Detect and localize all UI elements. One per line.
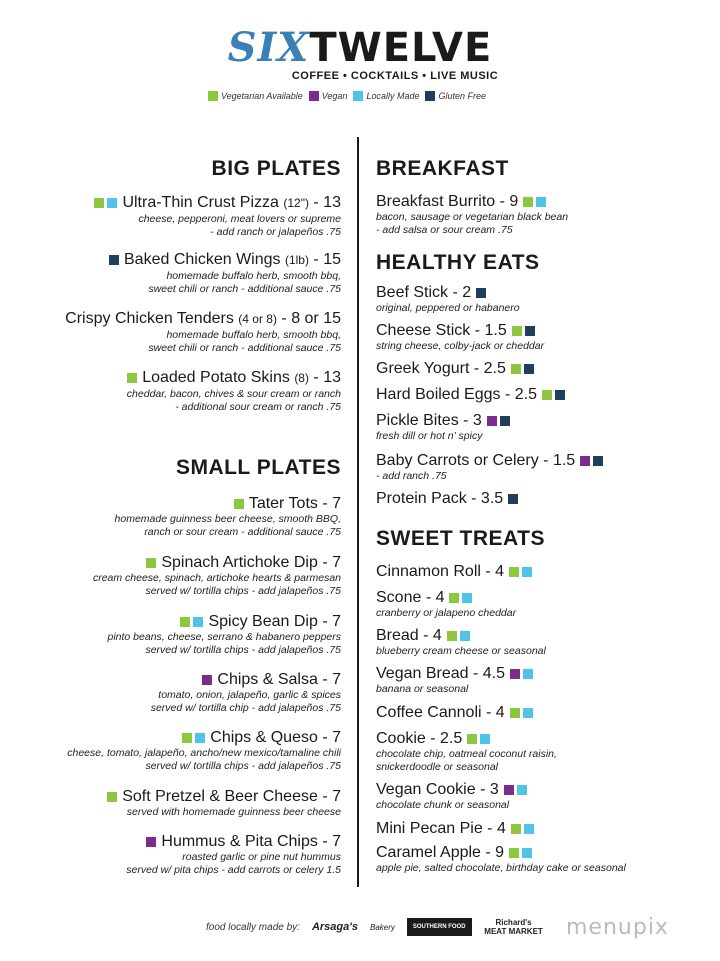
menu-item: Bread - 4 blueberry cream cheese or seasonal: [376, 627, 546, 657]
menu-item: Protein Pack - 3.5: [376, 489, 716, 508]
menu-item: Caramel Apple - 9 apple pie, salted chocolate, birthday cake or seasonal: [376, 844, 626, 874]
locally-made-square-icon: [193, 617, 203, 627]
footer-label: food locally made by:: [206, 921, 300, 933]
arsagas-logo: Arsaga's: [311, 921, 358, 933]
gluten-free-square-icon: [508, 494, 518, 504]
vegan-square-icon: [504, 785, 514, 795]
vegan-square-icon: [510, 669, 520, 679]
menu-item: Ultra-Thin Crust Pizza (12") - 13 cheese, pepperoni, meat lovers or supreme - add ranch or jalapeños .75: [0, 193, 341, 238]
vegan-square-icon: [580, 456, 590, 466]
menu-item: Baked Chicken Wings (1lb) - 15 homemade buffalo herb, smooth bbq, sweet chili or ranch - additional sauce .75: [0, 250, 341, 295]
menu-item: Cinnamon Roll - 4: [376, 562, 716, 581]
locally-made-square-icon: [522, 848, 532, 858]
vegetarian-square-icon: [542, 390, 552, 400]
vegetarian-square-icon: [509, 567, 519, 577]
locally-made-square-icon: [462, 593, 472, 603]
menu-item: Spicy Bean Dip - 7 pinto beans, cheese, serrano & habanero peppers served w/ tortilla chips - add jalapeños .75: [107, 613, 341, 656]
big-plates-title: BIG PLATES: [211, 157, 341, 180]
menu-item: Breakfast Burrito - 9 bacon, sausage or vegetarian black bean - add salsa or sour cream .75: [376, 193, 569, 236]
vegetarian-square-icon: [234, 499, 244, 509]
locally-made-square-icon: [460, 631, 470, 641]
locally-made-square-icon: [353, 91, 363, 101]
menu-item: Vegan Bread - 4.5 banana or seasonal: [376, 664, 716, 696]
locally-made-square-icon: [523, 708, 533, 718]
menu-item: Pickle Bites - 3 fresh dill or hot n' spicy: [376, 411, 716, 443]
menu-item: Scone - 4 cranberry or jalapeno cheddar: [376, 589, 517, 619]
menu-item: Cookie - 2.5 chocolate chip, oatmeal coconut raisin, snickerdoodle or seasonal: [376, 730, 557, 773]
gluten-free-square-icon: [109, 255, 119, 265]
menu-item: Hummus & Pita Chips - 7 roasted garlic or pine nut hummus served w/ pita chips - add carrots or celery 1.5: [126, 833, 341, 876]
healthy-eats-title: HEALTHY EATS: [376, 251, 540, 274]
gluten-free-square-icon: [593, 456, 603, 466]
footer: [206, 918, 544, 936]
locally-made-square-icon: [480, 734, 490, 744]
locally-made-square-icon: [524, 824, 534, 834]
legend: [208, 91, 486, 101]
vegetarian-square-icon: [127, 373, 137, 383]
gluten-free-square-icon: [500, 416, 510, 426]
legend-gluten-free: Gluten Free: [425, 91, 486, 101]
locally-made-square-icon: [195, 733, 205, 743]
small-plates-title: SMALL PLATES: [175, 456, 341, 479]
menu-item: Chips & Queso - 7 cheese, tomato, jalapeño, ancho/new mexico/tamaline chili served w/ tortilla chips - add jalapeños .75: [67, 729, 341, 772]
logo: [0, 24, 720, 82]
vegan-square-icon: [202, 675, 212, 685]
menupix-watermark: menupix: [566, 915, 669, 940]
vegan-square-icon: [146, 837, 156, 847]
menu-item: Chips & Salsa - 7 tomato, onion, jalapeño, garlic & spices served w/ tortilla chip - add jalapeños .75: [150, 671, 341, 714]
menu-item: Baby Carrots or Celery - 1.5 - add ranch .75: [376, 451, 716, 483]
legend-vegetarian: Vegetarian Available: [208, 91, 303, 101]
vegetarian-square-icon: [467, 734, 477, 744]
vegetarian-square-icon: [511, 364, 521, 374]
richards-meat-market-logo: Richard's MEAT MARKET: [484, 918, 543, 936]
vegetarian-square-icon: [182, 733, 192, 743]
vegetarian-square-icon: [509, 848, 519, 858]
legend-locally-made: Locally Made: [353, 91, 419, 101]
gluten-free-square-icon: [425, 91, 435, 101]
bakery-logo: Bakery: [369, 922, 395, 932]
vegetarian-square-icon: [94, 198, 104, 208]
gluten-free-square-icon: [555, 390, 565, 400]
menu-item: Hard Boiled Eggs - 2.5: [376, 385, 716, 404]
vegetarian-square-icon: [449, 593, 459, 603]
vegetarian-square-icon: [447, 631, 457, 641]
menu-item: Cheese Stick - 1.5 string cheese, colby-jack or cheddar: [376, 322, 545, 352]
vegetarian-square-icon: [511, 824, 521, 834]
southern-food-logo: SOUTHERN FOOD: [407, 918, 472, 936]
menu-item: Mini Pecan Pie - 4: [376, 819, 716, 838]
gluten-free-square-icon: [524, 364, 534, 374]
vegan-square-icon: [487, 416, 497, 426]
logo-wordmark: [0, 24, 720, 71]
menu-item: Vegan Cookie - 3 chocolate chunk or seasonal: [376, 780, 716, 812]
column-divider: [357, 137, 359, 887]
logo-twelve: TWELVE: [309, 25, 493, 71]
menu-item: Beef Stick - 2 original, peppered or habanero: [376, 284, 520, 314]
vegetarian-square-icon: [146, 558, 156, 568]
vegetarian-square-icon: [107, 792, 117, 802]
vegetarian-square-icon: [180, 617, 190, 627]
gluten-free-square-icon: [476, 288, 486, 298]
logo-six: SIX: [227, 24, 310, 71]
vegetarian-square-icon: [510, 708, 520, 718]
sweet-treats-title: SWEET TREATS: [376, 527, 545, 550]
menu-item: Loaded Potato Skins (8) - 13 cheddar, bacon, chives & sour cream or ranch - additional sour cream or ranch .75: [126, 369, 341, 413]
breakfast-title: BREAKFAST: [376, 157, 509, 180]
vegan-square-icon: [309, 91, 319, 101]
locally-made-square-icon: [107, 198, 117, 208]
locally-made-square-icon: [536, 197, 546, 207]
gluten-free-square-icon: [525, 326, 535, 336]
menu-item: Greek Yogurt - 2.5: [376, 359, 716, 378]
vegetarian-square-icon: [208, 91, 218, 101]
locally-made-square-icon: [517, 785, 527, 795]
menu-item: Spinach Artichoke Dip - 7 cream cheese, spinach, artichoke hearts & parmesan served w/ tortilla chips - add jalapeños .75: [92, 554, 341, 597]
menu-item: Soft Pretzel & Beer Cheese - 7 served with homemade guinness beer cheese: [0, 787, 341, 819]
vegetarian-square-icon: [512, 326, 522, 336]
tagline: COFFEE • COCKTAILS • LIVE MUSIC: [291, 70, 499, 82]
locally-made-square-icon: [522, 567, 532, 577]
menu-item: Coffee Cannoli - 4: [376, 703, 716, 722]
menu-item: Crispy Chicken Tenders (4 or 8) - 8 or 15 homemade buffalo herb, smooth bbq, sweet chili or ranch - additional sauce .75: [65, 310, 341, 354]
menu-item: Tater Tots - 7 homemade guinness beer cheese, smooth BBQ, ranch or sour cream - additional sauce .75: [114, 495, 341, 538]
legend-vegan: Vegan: [309, 91, 348, 101]
vegetarian-square-icon: [523, 197, 533, 207]
locally-made-square-icon: [523, 669, 533, 679]
